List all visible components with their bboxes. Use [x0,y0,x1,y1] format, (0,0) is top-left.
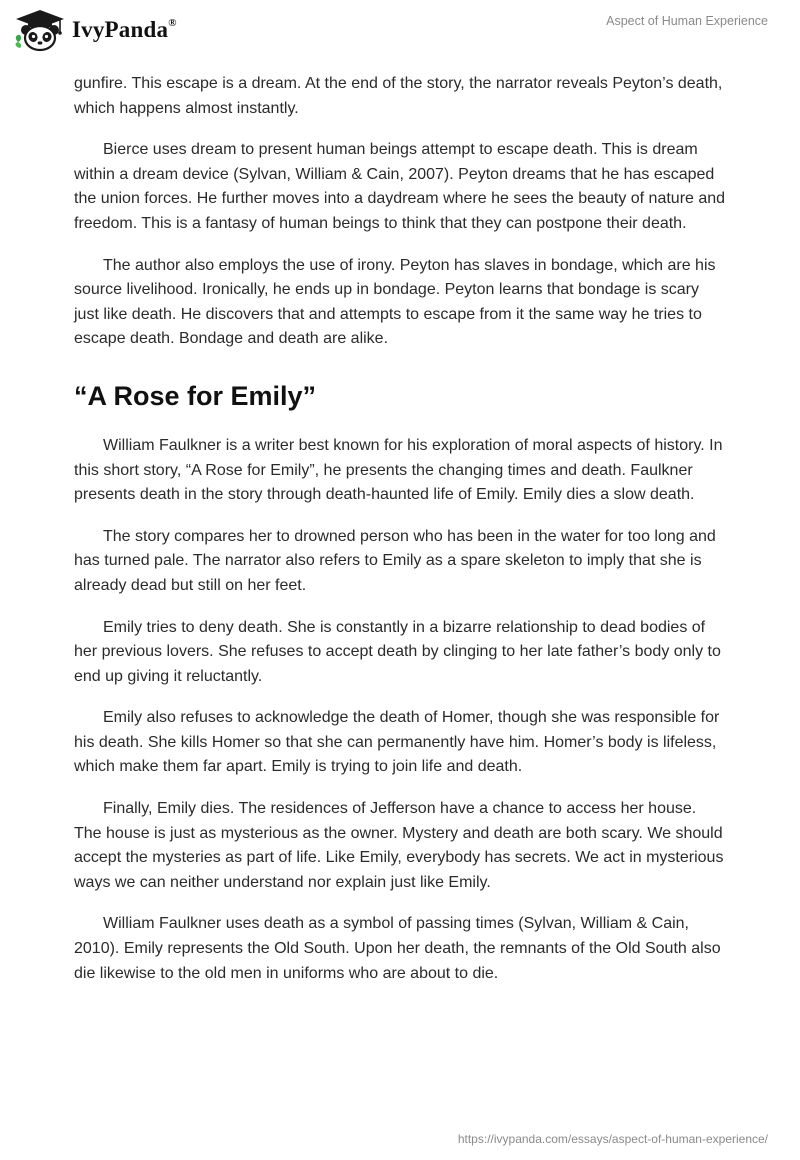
page-header [0,0,800,60]
registered-mark: ® [168,17,177,30]
paragraph: William Faulkner uses death as a symbol of passing times (Sylvan, William & Cain, 2010). Emily represents the Old South. Upon her death, the remnants of the Old South also die likewise to the old men in uniforms who are about to die. [74,915,721,982]
paragraph: The author also employs the use of irony. Peyton has slaves in bondage, which are his source livelihood. Ironically, he ends up in bondage. Peyton learns that bondage is scary just like death. He discovers that and attempts to escape from it the same way he tries to escape death. Bondage and death are alike. [74,256,716,348]
paragraph: William Faulkner is a writer best known for his exploration of moral aspects of history. In this short story, “A Rose for Emily”, he presents the changing times and death. Faulkner presents death in the story through death-haunted life of Emily. Emily dies a slow death. [74,436,723,504]
paragraph: The story compares her to drowned person who has been in the water for too long and has turned pale. The narrator also refers to Emily as a spare skeleton to imply that she is already dead but still on her feet. [74,527,716,594]
paragraph: Emily also refuses to acknowledge the death of Homer, though she was responsible for his death. She kills Homer so that she can permanently have him. Homer’s body is lifeless, which make them far apart. Emily is trying to join life and death. [74,709,720,776]
paragraph: Emily tries to deny death. She is constantly in a bizarre relationship to dead bodies of her previous lovers. She refuses to accept death by clinging to her late father’s body only to end up giving it reluctantly. [74,618,721,685]
paragraph: Finally, Emily dies. The residences of Jefferson have a chance to access her house. The house is just as mysterious as the owner. Mystery and death are both scary. We should accept the mysteries as part of life. Like Emily, everybody has secrets. We act in mysterious ways we can neither understand nor explain just like Emily. [74,800,724,891]
paragraph: gunfire. This escape is a dream. At the end of the story, the narrator reveals Peyton’s death, which happens almost instantly. [74,75,723,117]
ivypanda-logo[interactable] [14,8,177,52]
essay-content [74,72,726,1003]
panda-graduate-icon [14,8,66,52]
source-url-link[interactable]: https://ivypanda.com/essays/aspect-of-human-experience/ [457,1132,768,1146]
logo-wordmark: IvyPanda® [72,17,177,42]
paragraph: Bierce uses dream to present human beings attempt to escape death. This is dream within a dream device (Sylvan, William & Cain, 2007). Peyton dreams that he has escaped the union forces. He further moves into a daydream where he sees the beauty of nature and freedom. This is a fantasy of human beings to think that they can postpone their death. [74,141,726,232]
section-heading: “A Rose for Emily” [74,380,317,411]
running-title: Aspect of Human Experience [606,14,768,28]
